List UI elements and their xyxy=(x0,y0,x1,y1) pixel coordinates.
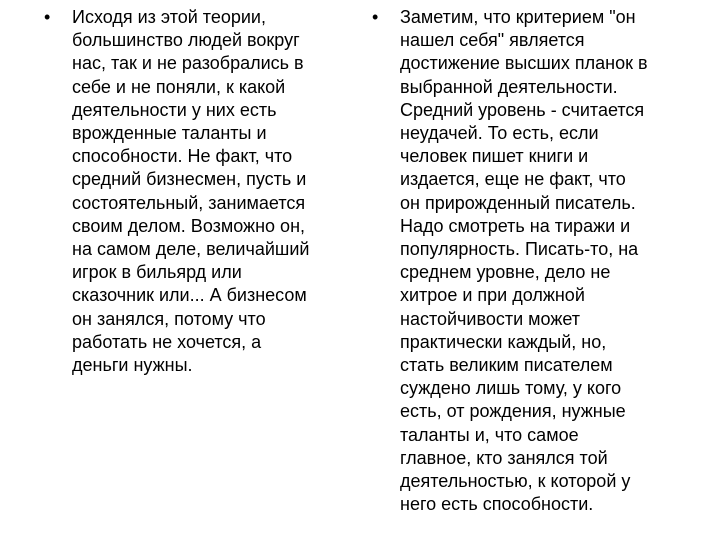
text-line: Исходя из этой теории, xyxy=(72,7,266,27)
bullet-icon: • xyxy=(372,7,379,27)
text-line: игрок в бильярд или xyxy=(72,262,242,283)
text-line: состоятельный, занимается xyxy=(72,192,306,213)
bullet-item-left xyxy=(44,6,344,377)
text-line: выбранной деятельности. xyxy=(400,76,618,97)
text-line: деятельностью, к которой у xyxy=(400,471,631,492)
text-line: нас, так и не разобрались в xyxy=(72,53,304,74)
text-line: он занялся, потому что xyxy=(72,308,266,329)
text-line: Заметим, что критерием "он xyxy=(400,7,636,27)
text-line: сказочник или... А бизнесом xyxy=(72,285,307,306)
text-line: суждено лишь тому, у кого xyxy=(400,378,622,399)
left-column xyxy=(44,6,344,377)
text-line: Средний уровень - считается xyxy=(400,99,645,120)
bullet-icon: • xyxy=(44,7,51,27)
text-line: достижение высших планок в xyxy=(400,53,648,74)
text-line: Надо смотреть на тиражи и xyxy=(400,215,631,236)
text-line: средний бизнесмен, пусть и xyxy=(72,169,307,190)
text-line: врожденные таланты и xyxy=(72,123,267,144)
right-column xyxy=(372,6,692,516)
text-line: стать великим писателем xyxy=(400,355,613,376)
text-line: есть, от рождения, нужные xyxy=(400,401,626,422)
bullet-text xyxy=(72,6,344,377)
text-line: нашел себя" является xyxy=(400,30,585,51)
text-line: способности. Не факт, что xyxy=(72,146,293,167)
text-line: настойчивости может xyxy=(400,308,581,329)
text-line: неудачей. То есть, если xyxy=(400,123,599,144)
bullet-item-right xyxy=(372,6,692,516)
text-line: себе и не поняли, к какой xyxy=(72,76,286,97)
text-line: работать не хочется, а xyxy=(72,331,262,352)
text-line: деятельности у них есть xyxy=(72,99,277,120)
bullet-text xyxy=(400,6,692,516)
text-line: он прирожденный писатель. xyxy=(400,192,636,213)
text-line: большинство людей вокруг xyxy=(72,30,300,51)
text-line: человек пишет книги и xyxy=(400,146,589,167)
text-line: хитрое и при должной xyxy=(400,285,585,306)
text-line: таланты и, что самое xyxy=(400,424,579,445)
text-line: главное, кто занялся той xyxy=(400,447,608,468)
text-line: деньги нужны. xyxy=(72,355,193,376)
text-line: него есть способности. xyxy=(400,494,594,515)
text-line: на самом деле, величайший xyxy=(72,239,310,260)
text-line: популярность. Писать-то, на xyxy=(400,239,639,260)
text-line: своим делом. Возможно он, xyxy=(72,215,306,236)
text-line: практически каждый, но, xyxy=(400,331,607,352)
text-line: среднем уровне, дело не xyxy=(400,262,611,283)
text-line: издается, еще не факт, что xyxy=(400,169,626,190)
